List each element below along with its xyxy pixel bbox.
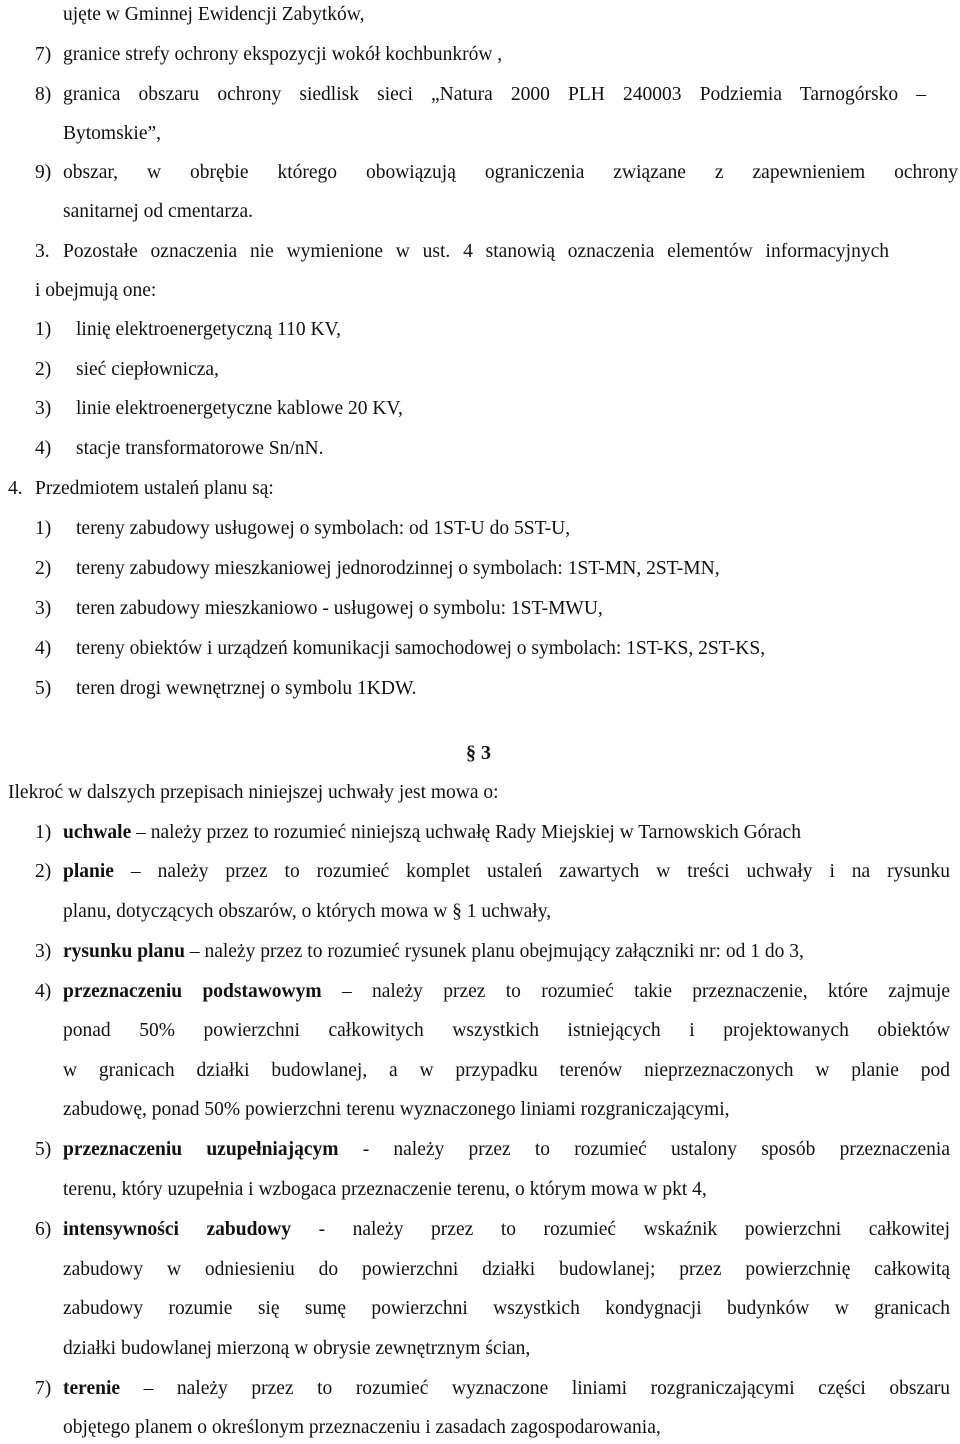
definition-term: przeznaczeniu podstawowym <box>63 981 322 1002</box>
definition-text: działki budowlanej mierzoną w obrysie zewnętrznym ścian, <box>63 1338 531 1359</box>
section-lead: Ilekroć w dalszych przepisach niniejszej uchwały jest mowa o: <box>8 782 499 803</box>
list-number: 3) <box>35 398 52 419</box>
list-item-text: Bytomskie”, <box>63 123 162 144</box>
list-item-text: sieć ciepłownicza, <box>76 359 219 380</box>
definition-line <box>63 940 804 964</box>
list-item-text: granice strefy ochrony ekspozycji wokół kochbunkrów , <box>63 44 503 65</box>
text-line: ujęte w Gminnej Ewidencji Zabytków, <box>63 4 365 25</box>
point-text: Przedmiotem ustaleń planu są: <box>35 478 274 499</box>
list-number: 1) <box>35 822 52 843</box>
list-number: 5) <box>35 1139 52 1160</box>
list-item-text: tereny zabudowy usługowej o symbolach: od 1ST-U do 5ST-U, <box>76 518 571 539</box>
definition-text: – należy przez to rozumieć wyznaczone liniami rozgraniczającymi części obszaru <box>120 1378 950 1399</box>
list-number: 1) <box>35 319 52 340</box>
list-item-text: granica obszaru ochrony siedlisk sieci „Natura 2000 PLH 240003 Podziemia Tarnogórsko – <box>63 84 926 105</box>
definition-line <box>63 980 950 1004</box>
definition-text: – należy przez to rozumieć rysunek planu obejmujący załączniki nr: od 1 do 3, <box>184 941 804 962</box>
definition-text: zabudowę, ponad 50% powierzchni terenu wyznaczonego liniami rozgraniczającymi, <box>63 1099 730 1120</box>
list-number: 3) <box>35 941 52 962</box>
section-heading: § 3 <box>466 742 491 764</box>
point-text: i obejmują one: <box>35 280 157 301</box>
list-number: 2) <box>35 861 52 882</box>
definition-text: ponad 50% powierzchni całkowitych wszystkich istniejących i projektowanych obiektów <box>63 1020 950 1041</box>
definition-line <box>63 1377 950 1401</box>
definition-text: zabudowy rozumie się sumę powierzchni wszystkich kondygnacji budynków w granicach <box>63 1298 950 1319</box>
list-number: 4) <box>35 981 52 1002</box>
list-number: 2) <box>35 558 52 579</box>
definition-text: w granicach działki budowlanej, a w przypadku terenów nieprzeznaczonych w planie pod <box>63 1060 950 1081</box>
list-item-text: linię elektroenergetyczną 110 KV, <box>76 319 341 340</box>
definition-text: - należy przez to rozumieć ustalony sposób przeznaczenia <box>338 1139 950 1160</box>
list-number: 4) <box>35 638 52 659</box>
definition-text: planu, dotyczących obszarów, o których mowa w § 1 uchwały, <box>63 901 552 922</box>
list-number: 4) <box>35 438 52 459</box>
list-number: 5) <box>35 678 52 699</box>
definition-line <box>63 860 950 884</box>
definition-text: – należy przez to rozumieć niniejszą uchwałę Rady Miejskiej w Tarnowskich Górach <box>131 822 801 843</box>
list-item-text: teren drogi wewnętrznej o symbolu 1KDW. <box>76 678 417 699</box>
definition-term: terenie <box>63 1378 121 1399</box>
definition-text: – należy przez to rozumieć komplet ustaleń zawartych w treści uchwały i na rysunku <box>113 861 950 882</box>
definition-text: objętego planem o określonym przeznaczeniu i zasadach zagospodarowania, <box>63 1417 661 1438</box>
definition-term: przeznaczeniu uzupełniającym <box>63 1139 339 1160</box>
definition-term: uchwale <box>63 822 132 843</box>
list-number: 8) <box>35 84 52 105</box>
list-item-text: teren zabudowy mieszkaniowo - usługowej o symbolu: 1ST-MWU, <box>76 598 603 619</box>
definition-text: - należy przez to rozumieć wskaźnik powierzchni całkowitej <box>291 1219 950 1240</box>
list-item-text: linie elektroenergetyczne kablowe 20 KV, <box>76 398 403 419</box>
list-number: 3) <box>35 598 52 619</box>
list-number: 1) <box>35 518 52 539</box>
list-item-text: stacje transformatorowe Sn/nN. <box>76 438 324 459</box>
definition-term: planie <box>63 861 114 882</box>
definition-line <box>63 821 801 845</box>
list-item-text: tereny obiektów i urządzeń komunikacji samochodowej o symbolach: 1ST-KS, 2ST-KS, <box>76 638 766 659</box>
definition-line <box>63 1138 950 1162</box>
definition-term: intensywności zabudowy <box>63 1219 292 1240</box>
definition-text: – należy przez to rozumieć takie przeznaczenie, które zajmuje <box>321 981 950 1002</box>
point-number: 3. <box>35 241 50 262</box>
definition-text: zabudowy w odniesieniu do powierzchni działki budowlanej; przez powierzchnię całkowitą <box>63 1259 950 1280</box>
list-number: 7) <box>35 1378 52 1399</box>
list-number: 6) <box>35 1219 52 1240</box>
definition-text: terenu, który uzupełnia i wzbogaca przeznaczenie terenu, o którym mowa w pkt 4, <box>63 1179 707 1200</box>
definition-term: rysunku planu <box>63 941 185 962</box>
list-item-text: obszar, w obrębie którego obowiązują ograniczenia związane z zapewnieniem ochrony <box>63 162 958 183</box>
list-number: 9) <box>35 162 52 183</box>
list-number: 2) <box>35 359 52 380</box>
definition-line <box>63 1218 950 1242</box>
list-item-text: tereny zabudowy mieszkaniowej jednorodzinnej o symbolach: 1ST-MN, 2ST-MN, <box>76 558 720 579</box>
point-number: 4. <box>8 478 23 499</box>
list-number: 7) <box>35 44 52 65</box>
point-text: Pozostałe oznaczenia nie wymienione w ust. 4 stanowią oznaczenia elementów informacyjnych <box>63 241 889 262</box>
list-item-text: sanitarnej od cmentarza. <box>63 201 254 222</box>
